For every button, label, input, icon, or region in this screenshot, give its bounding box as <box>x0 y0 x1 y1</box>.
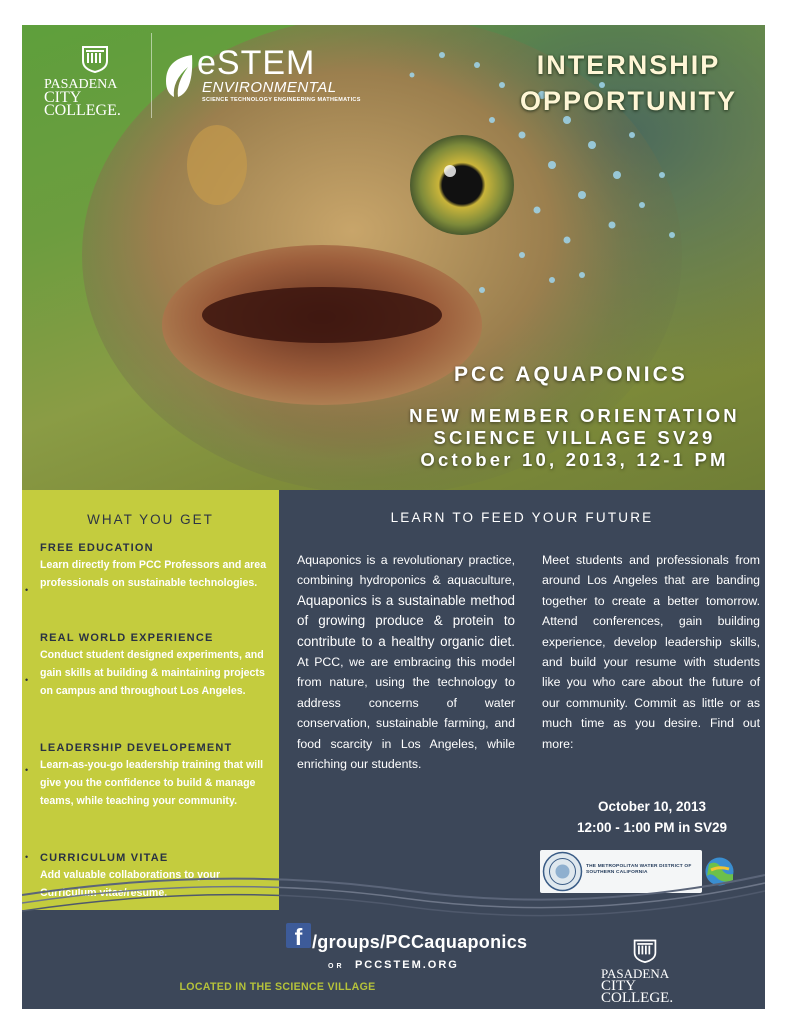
pcc-logo-bottom <box>595 937 695 1004</box>
event-line2: SCIENCE VILLAGE SV29 <box>433 427 716 448</box>
or-separator: OR <box>328 963 345 970</box>
estem-subtitle: ENVIRONMENTAL <box>202 79 337 96</box>
bullet-icon: • <box>25 675 29 685</box>
headline <box>520 47 737 119</box>
event-date: October 10, 2013 <box>597 799 707 814</box>
benefits-title: WHAT YOU GET <box>87 512 214 527</box>
benefit-heading: FREE EDUCATION <box>40 542 154 554</box>
bullet-icon: • <box>25 765 29 775</box>
headline-line1: INTERNSHIP <box>536 50 721 80</box>
about-title: LEARN TO FEED YOUR FUTURE <box>390 510 654 525</box>
pcc-crest-icon <box>80 43 110 73</box>
benefit-item <box>40 542 268 592</box>
bullet-icon: • <box>25 852 29 862</box>
event-line1: NEW MEMBER ORIENTATION <box>409 405 740 426</box>
about-text-emphasis: Aquaponics is a sustainable method of growing produce & protein to contribute to a healthy organic diet. <box>297 592 515 649</box>
facebook-icon[interactable]: f <box>286 923 311 948</box>
benefit-heading: REAL WORLD EXPERIENCE <box>40 632 214 644</box>
estem-wordmark: eSTEM <box>197 44 316 82</box>
logo-divider <box>151 33 152 118</box>
pcc-logo <box>40 43 150 117</box>
benefit-item <box>40 632 268 700</box>
location-text: LOCATED IN THE SCIENCE VILLAGE <box>179 981 376 993</box>
hero-photo <box>22 25 765 490</box>
facebook-group-link[interactable]: /groups/PCCaquaponics <box>312 932 528 952</box>
flyer <box>22 25 765 1009</box>
about-column-right: Meet students and professionals from around Los Angeles that are banding together to create a better tomorrow. Attend conferences, gain building experience, develop leadership skills, and build your resume with students like you who care about the future of our community. Commit as little or as much time as you desire. Find out more: <box>542 553 760 751</box>
about-text-part2: At PCC, we are embracing this model from nature, using the technology to address concerns of water conservation, sustainable farming, and food scarcity in Los Angeles, while enriching our students. <box>297 655 515 772</box>
benefit-item <box>40 742 268 810</box>
website-line <box>328 955 459 973</box>
bullet-icon: • <box>25 585 29 595</box>
pcc-logo-line1: PASADENA <box>44 77 118 92</box>
estem-tagline: SCIENCE TECHNOLOGY ENGINEERING MATHEMATICS <box>202 97 361 103</box>
headline-line2: OPPORTUNITY <box>519 86 737 116</box>
program-name: PCC AQUAPONICS <box>454 363 688 386</box>
benefit-heading: CURRICULUM VITAE <box>40 852 169 864</box>
mwd-name: THE METROPOLITAN WATER DISTRICT OF SOUTHERN CALIFORNIA <box>586 864 692 875</box>
pcc-logo-line1: PASADENA <box>601 966 670 981</box>
benefit-text: Add valuable collaborations to your Curriculum vitae/resume. <box>40 869 221 899</box>
event-line3: October 10, 2013, 12-1 PM <box>420 449 729 470</box>
benefit-heading: LEADERSHIP DEVELOPEMENT <box>40 742 233 754</box>
event-time: 12:00 - 1:00 PM in SV29 <box>576 820 728 835</box>
benefit-text: Conduct student designed experiments, and gain skills at building & maintaining projects on campus and throughout Los Angeles. <box>40 649 265 697</box>
leaf-icon <box>162 51 196 101</box>
about-column-left <box>297 550 515 774</box>
benefit-text: Learn-as-you-go leadership training that will give you the confidence to build & manage teams, while teaching your community. <box>40 759 264 807</box>
event-details <box>392 405 757 471</box>
pcc-logo-line2: CITY COLLEGE. <box>601 978 674 1006</box>
benefits-panel <box>22 490 279 910</box>
about-text-part1: Aquaponics is a revolutionary practice, combining hydroponics & aquaculture, <box>297 553 515 588</box>
wave-divider <box>22 855 765 925</box>
pcc-crest-icon <box>632 937 658 963</box>
pcc-logo-line2: CITY COLLEGE. <box>44 89 121 119</box>
website-link[interactable]: PCCSTEM.ORG <box>354 959 459 971</box>
event-date-block <box>542 796 762 838</box>
benefit-text: Learn directly from PCC Professors and area professionals on sustainable technologies. <box>40 559 267 589</box>
